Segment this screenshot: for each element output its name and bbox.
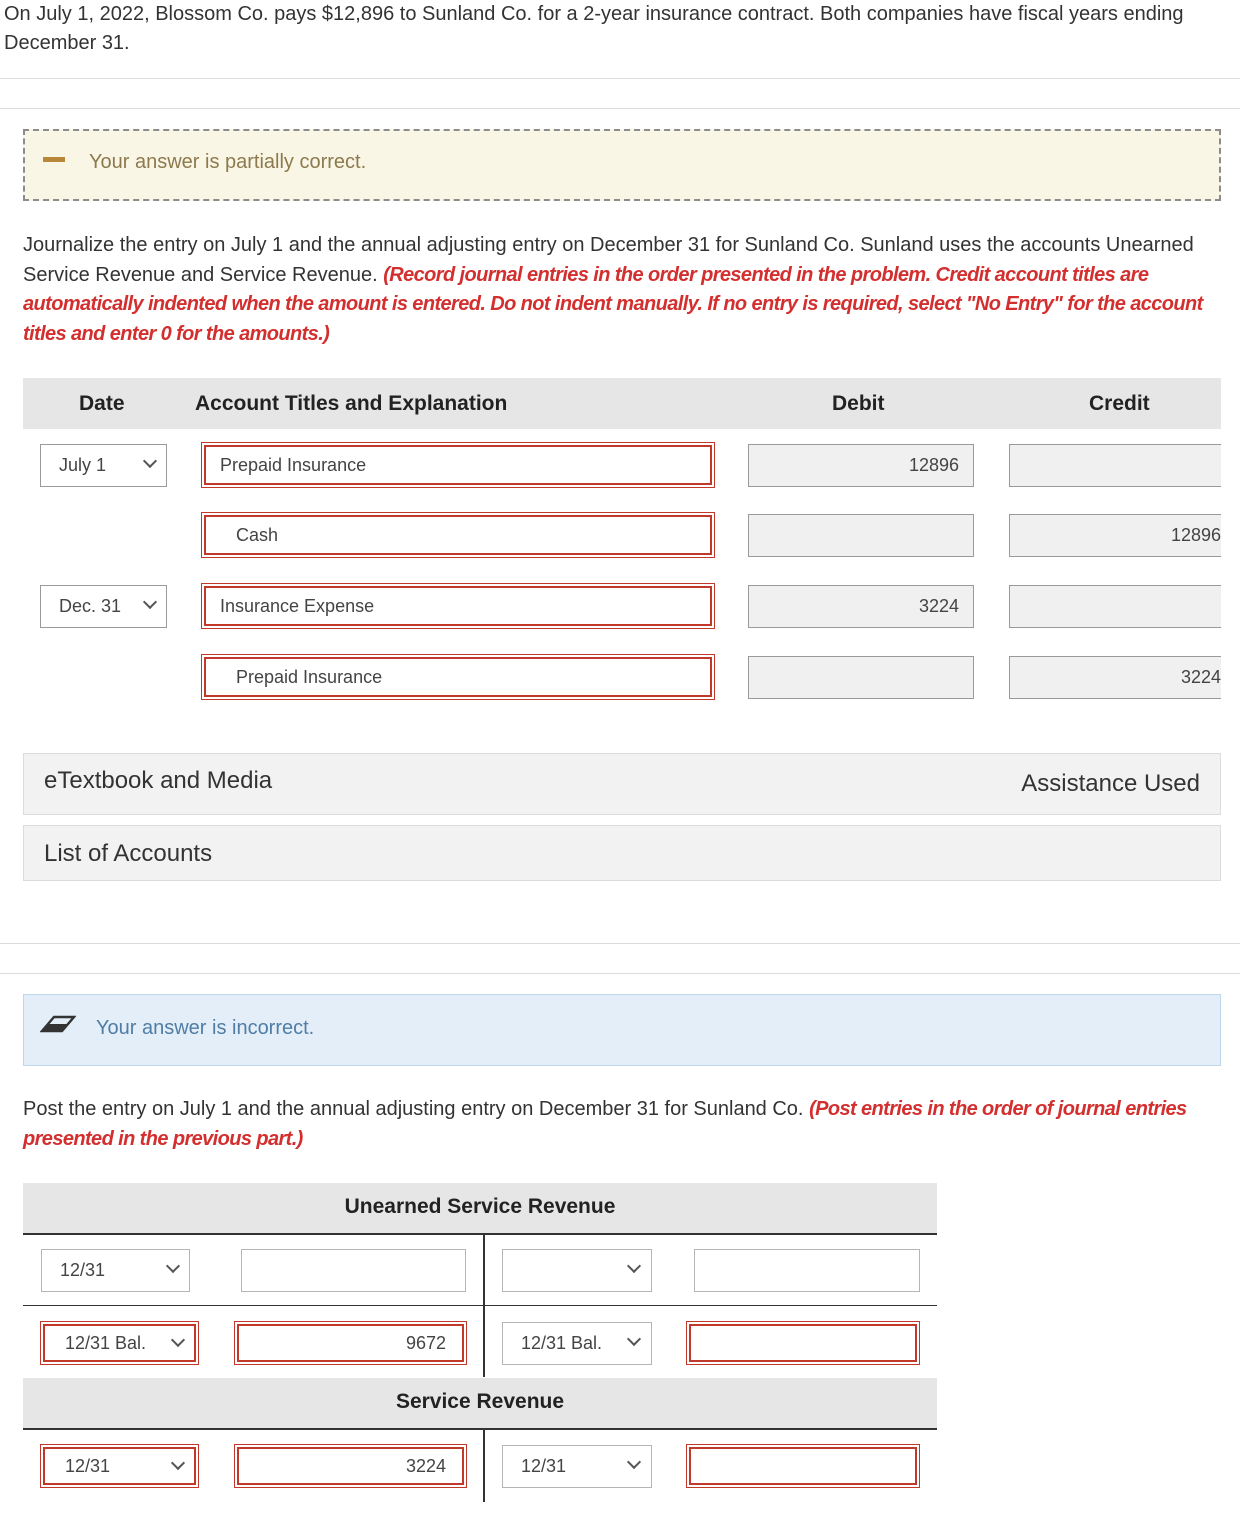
list-of-accounts-panel[interactable]	[23, 825, 1221, 881]
credit-value: 3224	[1180, 667, 1221, 687]
credit-input[interactable]	[1009, 444, 1221, 487]
journal-instructions	[23, 231, 1223, 349]
chevron-down-icon	[627, 1332, 641, 1346]
instruction-text: Post the entry on July 1 and the annual adjusting entry on December 31 for Sunland Co.	[23, 1098, 804, 1120]
posting-date-value: 12/31 Bal.	[521, 1333, 603, 1353]
date-value: Dec. 31	[59, 596, 122, 616]
etextbook-panel[interactable]	[23, 753, 1221, 815]
posting-date-select[interactable]	[502, 1249, 652, 1292]
debit-value: 3224	[918, 596, 959, 616]
header-account: Account Titles and Explanation	[195, 392, 508, 415]
t-account-header	[23, 1183, 937, 1235]
header-debit: Debit	[832, 392, 885, 415]
credit-input[interactable]	[1009, 656, 1221, 699]
debit-value: 12896	[908, 455, 959, 475]
posting-date-value: 12/31	[521, 1456, 567, 1476]
assistance-used-label: Assistance Used	[1021, 770, 1200, 797]
account-title-input[interactable]	[204, 445, 712, 485]
posting-amount-value: 9672	[405, 1332, 446, 1353]
account-title-value: Prepaid Insurance	[236, 666, 383, 687]
date-select[interactable]	[40, 444, 167, 487]
posting-amount-input[interactable]	[237, 1447, 464, 1485]
problem-statement: On July 1, 2022, Blossom Co. pays $12,896 to Sunland Co. for a 2-year insurance contract. Both companies have fiscal years ending December 31.	[4, 3, 1184, 54]
t-account-header	[23, 1378, 937, 1430]
credit-input[interactable]	[1009, 585, 1221, 628]
account-title-input[interactable]	[204, 515, 712, 555]
posting-instructions	[23, 1095, 1223, 1154]
posting-amount-input[interactable]	[694, 1249, 920, 1292]
balance-date-select[interactable]	[502, 1322, 652, 1365]
balance-date-select[interactable]	[43, 1324, 196, 1362]
t-account-title: Unearned Service Revenue	[344, 1195, 616, 1218]
chevron-down-icon	[143, 595, 157, 609]
divider	[0, 943, 1240, 944]
debit-input[interactable]	[748, 656, 974, 699]
credit-value: 12896	[1170, 525, 1221, 545]
posting-date-value: 12/31 Bal.	[65, 1332, 147, 1353]
etextbook-label: eTextbook and Media	[44, 767, 273, 794]
incorrect-status-text: Your answer is incorrect.	[96, 1017, 315, 1039]
chevron-down-icon	[627, 1455, 641, 1469]
list-of-accounts-label: List of Accounts	[44, 840, 213, 867]
partial-status-text: Your answer is partially correct.	[89, 151, 367, 173]
posting-amount-input[interactable]	[241, 1249, 466, 1292]
posting-date-select[interactable]	[41, 1249, 190, 1292]
header-date: Date	[79, 392, 125, 415]
eraser-icon	[40, 1013, 76, 1035]
date-select[interactable]	[40, 585, 167, 628]
instruction-note: (Record journal entries in the order presented in the problem. Credit account titles are automatically indented when the amount is entered. Do not indent manually. If no entry is required, select "No Entry" for the account titles and enter 0 for the amounts.)	[23, 263, 1203, 345]
chevron-down-icon	[171, 1456, 185, 1470]
partial-icon	[43, 157, 65, 162]
posting-date-value: 12/31	[65, 1455, 111, 1476]
divider	[0, 78, 1240, 79]
t-account-title: Service Revenue	[395, 1390, 565, 1413]
debit-input[interactable]	[748, 444, 974, 487]
account-title-input[interactable]	[204, 657, 712, 697]
debit-input[interactable]	[748, 585, 974, 628]
balance-amount-input[interactable]	[237, 1324, 464, 1362]
chevron-down-icon	[166, 1259, 180, 1273]
account-title-value: Insurance Expense	[220, 595, 375, 616]
debit-input[interactable]	[748, 514, 974, 557]
posting-date-select[interactable]	[502, 1445, 652, 1488]
t-account-row-line	[23, 1305, 937, 1306]
divider	[0, 108, 1240, 109]
instruction-note: (Post entries in the order of journal entries presented in the previous part.)	[23, 1098, 1187, 1150]
posting-date-select[interactable]	[43, 1447, 196, 1485]
account-title-input[interactable]	[204, 586, 712, 626]
instruction-text: Journalize the entry on July 1 and the annual adjusting entry on December 31 for Sunland Co. Sunland uses the accounts Unearned Service Revenue and Service Revenue.	[23, 234, 1194, 286]
posting-date-value: 12/31	[60, 1260, 106, 1280]
chevron-down-icon	[171, 1333, 185, 1347]
posting-amount-value: 3224	[405, 1455, 446, 1476]
chevron-down-icon	[143, 454, 157, 468]
t-account-divider	[483, 1235, 485, 1377]
t-account-divider	[483, 1430, 485, 1502]
date-value: July 1	[59, 455, 107, 475]
balance-amount-input[interactable]	[689, 1324, 917, 1362]
chevron-down-icon	[627, 1259, 641, 1273]
account-title-value: Prepaid Insurance	[220, 454, 367, 475]
credit-input[interactable]	[1009, 514, 1221, 557]
posting-amount-input[interactable]	[689, 1447, 917, 1485]
header-credit: Credit	[1089, 392, 1150, 415]
divider	[0, 973, 1240, 974]
journal-table-header	[23, 378, 1221, 429]
account-title-value: Cash	[236, 524, 279, 545]
